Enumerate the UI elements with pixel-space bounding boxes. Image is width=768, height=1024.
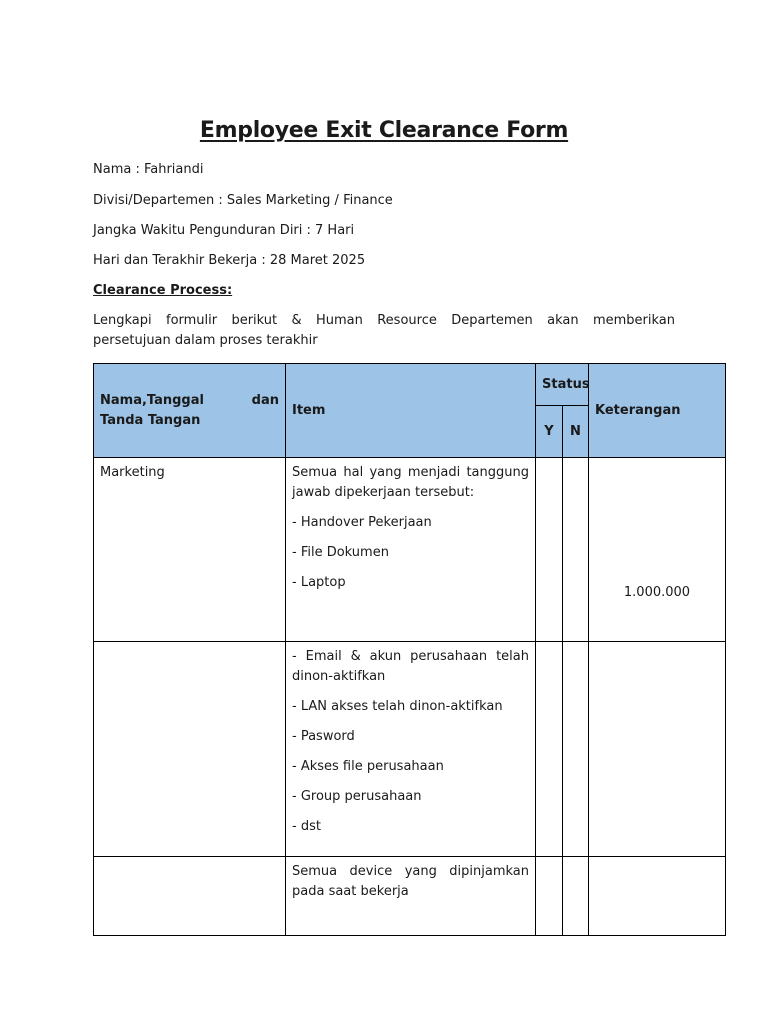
- header-item: Item: [286, 364, 536, 458]
- row-item-cell: [286, 458, 536, 642]
- item-line: - Handover Pekerjaan: [292, 515, 432, 530]
- row-note-cell: [589, 642, 726, 857]
- item-line: Semua device yang dipinjamkan pada saat bekerja: [292, 864, 529, 899]
- item-line: - Akses file perusahaan: [292, 759, 444, 774]
- row-name-cell: [94, 857, 286, 936]
- form-title: Employee Exit Clearance Form: [199, 118, 569, 143]
- table-row: [94, 458, 726, 642]
- row-item-cell: [286, 642, 536, 857]
- item-line: - Group perusahaan: [292, 789, 422, 804]
- row-name-cell: Marketing: [94, 458, 286, 642]
- employee-division: Divisi/Departemen : Sales Marketing / Finance: [93, 193, 393, 208]
- intro-text: Lengkapi formulir berikut & Human Resource Departemen akan memberikan persetujuan dalam proses terakhir: [93, 313, 675, 348]
- status-no-cell[interactable]: [563, 458, 589, 642]
- clearance-process-heading: Clearance Process:: [93, 283, 233, 298]
- table-row: [94, 857, 726, 936]
- table-header-row: [94, 364, 726, 406]
- status-yes-cell[interactable]: [536, 857, 563, 936]
- header-name-date-signature: Nama,Tanggal dan Tanda Tangan: [94, 364, 286, 458]
- employee-name: Nama : Fahriandi: [93, 162, 204, 177]
- status-yes-cell[interactable]: [536, 458, 563, 642]
- note-value: 1.000.000: [623, 585, 691, 600]
- row-item-cell: [286, 857, 536, 936]
- header-status-no: N: [563, 406, 589, 458]
- item-line: - Pasword: [292, 729, 355, 744]
- status-no-cell[interactable]: [563, 857, 589, 936]
- item-line: - Email & akun perusahaan telah dinon-aktifkan: [292, 649, 529, 684]
- resignation-period: Jangka Wakitu Pengunduran Diri : 7 Hari: [93, 223, 355, 238]
- row-name-cell: [94, 642, 286, 857]
- header-status: Status: [536, 364, 589, 406]
- item-line: - LAN akses telah dinon-aktifkan: [292, 699, 503, 714]
- row-note-cell: [589, 857, 726, 936]
- clearance-table: [93, 363, 726, 936]
- header-status-yes: Y: [536, 406, 563, 458]
- table-row: [94, 642, 726, 857]
- header-keterangan: Keterangan: [589, 364, 726, 458]
- status-no-cell[interactable]: [563, 642, 589, 857]
- item-line: - Laptop: [292, 575, 346, 590]
- row-note-cell: [589, 458, 726, 642]
- item-line: - File Dokumen: [292, 545, 389, 560]
- item-line: - dst: [292, 819, 321, 834]
- status-yes-cell[interactable]: [536, 642, 563, 857]
- last-working-day: Hari dan Terakhir Bekerja : 28 Maret 2025: [93, 253, 366, 268]
- item-line: Semua hal yang menjadi tanggung jawab dipekerjaan tersebut:: [292, 465, 529, 500]
